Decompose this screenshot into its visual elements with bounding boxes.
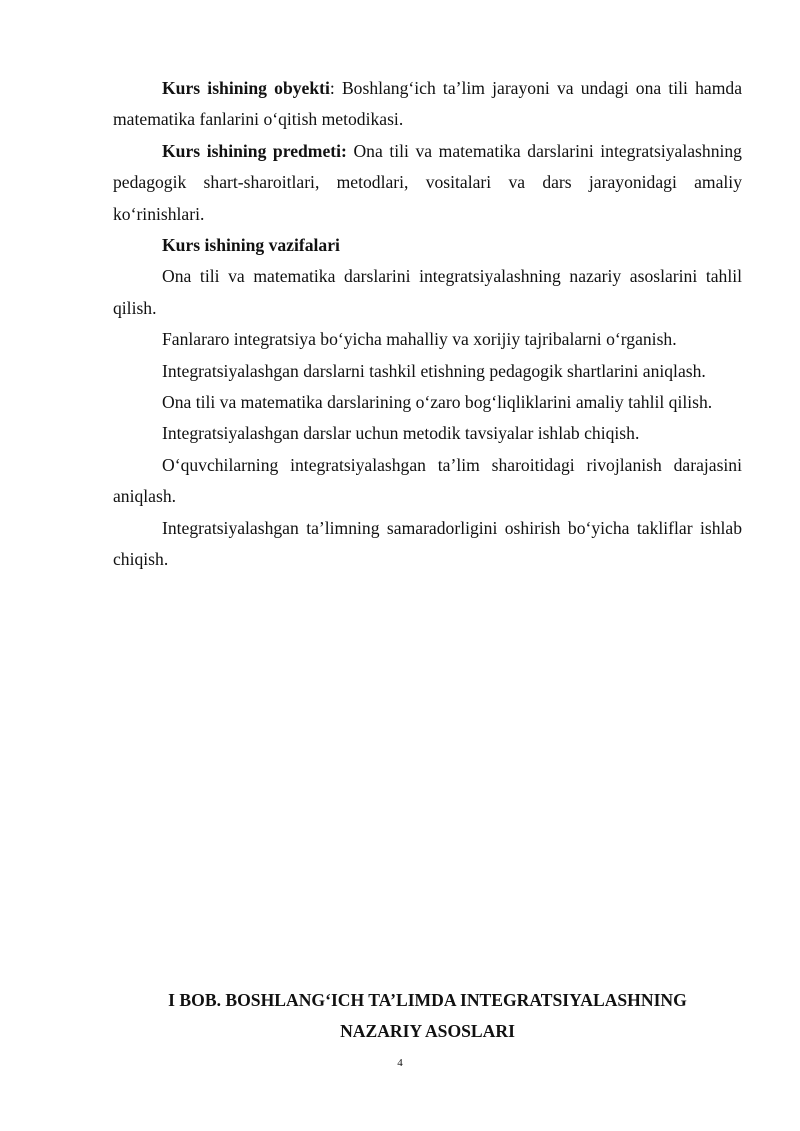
task-item: Integratsiyalashgan darslarni tashkil etishning pedagogik shartlarini aniqlash. (162, 360, 706, 381)
object-text: : Boshlang‘ich ta’lim jarayoni va undagi ona tili hamda matematika fanlarini o‘qitish metodikasi. (113, 78, 742, 130)
task-item: Ona tili va matematika darslarini integratsiyalashning nazariy asoslarini tahlil qilish. (113, 266, 742, 318)
subject-text: Ona tili va matematika darslarini integratsiyalashning pedagogik shart-sharoitlari, metodlari, vositalari va dars jarayonidagi amaliy ko‘rinishlari. (113, 140, 742, 224)
subject-label: Kurs ishining predmeti: (162, 140, 347, 161)
chapter-heading-line2: NAZARIY ASOSLARI (340, 1021, 515, 1042)
task-item: Integratsiyalashgan darslar uchun metodik tavsiyalar ishlab chiqish. (162, 423, 640, 444)
task-item: O‘quvchilarning integratsiyalashgan ta’lim sharoitidagi rivojlanish darajasini aniqlash. (113, 454, 742, 507)
task-item: Integratsiyalashgan ta’limning samaradorligini oshirish bo‘yicha takliflar ishlab chiqish. (113, 517, 742, 570)
tasks-heading: Kurs ishining vazifalari (162, 235, 340, 256)
subject-paragraph (113, 136, 742, 230)
task-item: Ona tili va matematika darslarining o‘zaro bog‘liqliklarini amaliy tahlil qilish. (162, 392, 713, 413)
chapter-heading (113, 985, 742, 1048)
object-label: Kurs ishining obyekti (162, 78, 330, 98)
page-number: 4 (397, 1057, 403, 1069)
chapter-heading-line1: I BOB. BOSHLANG‘ICH TA’LIMDA INTEGRATSIYALASHNING (168, 990, 687, 1010)
task-item: Fanlararo integratsiya bo‘yicha mahalliy va xorijiy tajribalarni o‘rganish. (162, 329, 677, 350)
object-paragraph (113, 73, 742, 136)
page-body (113, 73, 742, 576)
